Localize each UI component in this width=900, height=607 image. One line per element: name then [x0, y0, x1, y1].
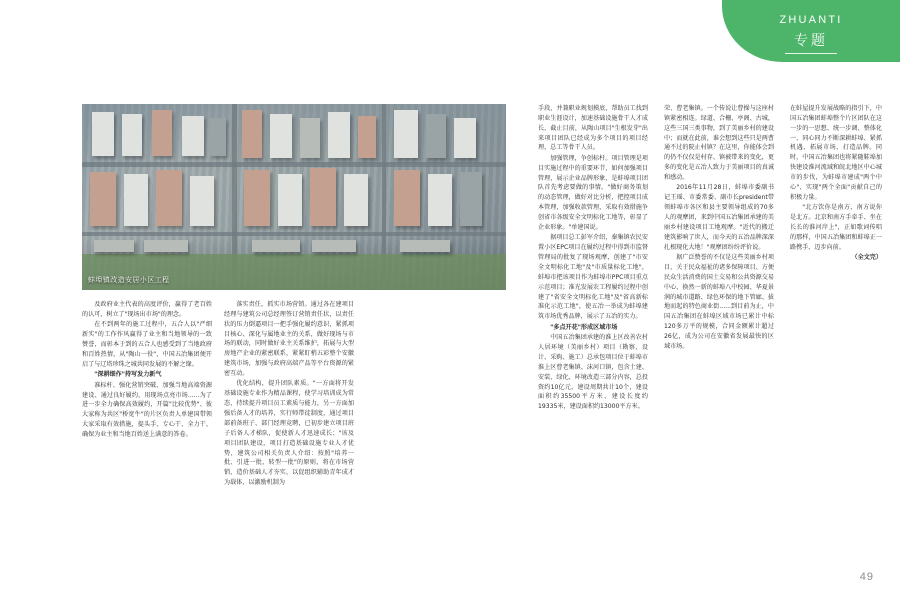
paragraph: 落实责任，抓实市场营销。通过各在建项目经理与建筑公司总经理签订营销责任状，以责任状的压力倒逼项目一把手强化履约意识，紧抓项目核心、深化与属地业主的关系，做好现场与市场的联动，同时做好业主关系维护，拓展与大型房地产企业的紧密联系，紧紧盯梢五彩整个安徽建筑市场，加强与政府高端产品等平台资源的紧密互动。: [224, 301, 354, 378]
photo-building: [156, 170, 182, 226]
paragraph: 据广泛赞誉的不仅是这些美丽乡村项目，关于民众福祉的诸多保障项目、方便民众生活消费的国土交易和公共资源交易中心、换然一新的蚌埠八中校园、华夏景润的城市道路、绿色环保的地下管廊、拔地而起的特色商业街......到目前为止，中国五冶集团在蚌埠区域市场已累计中标120多万平的规模，合同金额累计超过26亿，成为公司在安徽省发展最快的区域市场。: [664, 254, 774, 350]
photo-building: [152, 110, 172, 156]
photo-road: [82, 232, 506, 236]
section-banner-chinese: 专题: [794, 33, 828, 49]
paragraph: 2016年11月28日，蚌埠市委副书记王瑶、市委常委、副市长president带领蚌埠市各区和县主要领导组成的70多人的观摩团，来到中国五冶集团承建的美丽乡村建设项目工地观摩。"近代的搬迁建筑影响了世人，而今天的五冶品牌深深扎根现化大地！"观摩团纷纷评价说。: [664, 184, 774, 251]
photo-building: [210, 118, 226, 156]
photo-building: [244, 170, 270, 226]
photo-building: [310, 168, 336, 226]
paragraph: 优化结构，提升团队素质。"一方面将开发基础设施专业作为精品课程，使学习培训成为常态、持续提升项目员工素质与能力，另一方面加强后备人才的培养，实行师带徒制度，通过项目部前备班子、部门经理竞聘，已初步建立项目班子后备人才梯队，促使新人才迅速成长；"该及项目团队建设，项目打造基础设施专业人才优势，建筑公司相关负责人介绍：按照"培养一批、引进一批、转型一批"的原则，将在市场营销、造价基础人才夯实，以促组织辅助青年成才为载体，以激励机制为: [224, 380, 354, 487]
aerial-photo-image: [82, 104, 506, 290]
paragraph: 在不到两年的施工过程中，五合人以"严细新实"的工作作风赢得了业主和当地领导的一致赞誉，而彰本于到的五合人也感受到了当地政府和百姓热情，从"陶山一役"，中国五冶集团便开启了与辽塔珍珠之城共同发展的不解之缘。: [82, 321, 212, 368]
photo-building: [328, 112, 350, 158]
photo-building: [182, 116, 204, 156]
section-banner-english: ZHUANTI: [779, 14, 843, 26]
photo-building: [90, 172, 116, 226]
photo-building: [358, 116, 376, 158]
photo-building: [94, 240, 134, 252]
section-banner-inner: [722, 0, 900, 62]
photo-building: [428, 174, 452, 226]
subheading-deep-cultivation: "深耕细作"持写发力新气: [94, 371, 162, 379]
photo-building: [312, 240, 356, 252]
photo-building: [144, 240, 188, 252]
photo-building: [426, 114, 446, 158]
paragraph: 中国五冶集团承建的淮上区改善农村人居环境（美丽乡村）项目（勘察、设计、采购、施工）总承包项目位于蚌埠市淮上区曹老集镇、沫河口镇，包含土建、安装、绿化、环境改造三部分内容，总投资约10亿元，建设周期共计10个，建设面积约35500平方米、建设长度约19335米，建设面积约13000平方米。: [538, 334, 648, 411]
text-column-4: [538, 104, 648, 413]
photo-building: [460, 172, 482, 226]
photo-building: [270, 114, 292, 158]
page-number: 49: [859, 571, 874, 583]
paragraph: 加强管理，争创标杆。项目管理是项目实施过程中的重要环节，如何加强项目管理，展示企业品牌形象，是蚌埠项目团队首先考虑要做的事情。"做好商务策划的动态管理，做好对比分析，把控项目成本管理，加强收款管理，采取有效措施争创省市各级安全文明标化工地等，彰显了企业形象。"单建国说。: [538, 154, 648, 231]
photo-building: [400, 240, 450, 252]
photo-building: [122, 114, 142, 156]
text-column-1: [82, 300, 212, 440]
text-column-6: [790, 104, 900, 264]
paragraph: 据项目总工彭军介绍，秦集镇农民安置小区EPC项目在履约过程中得到市监督管理局的批复了现场观摩，创建了"市安全文明标化工地"及"市质量标化工地"，蚌埠市把该项目作为蚌埠市PPC项目重点示范项目；准光发展农工程履约过程中创建了"省安全文明标化工地"及"省高新标准化示范工地"，使五冶一举成为蚌埠建筑市场优秀品牌，展示了五冶的实力。: [538, 234, 648, 321]
section-banner-rule: [785, 53, 837, 54]
paragraph: 在蚌屋提升发展战略的指引下，中国五冶集团蚌埠整个片区团队在这一步的一思想、统一步调、整体化一、同心同力不断深耕蚌埠、紧抓机遇、拓展市场、打造品牌。同时，中国五冶集团也将紧随鞋埠加快建设淮河流域和皖北地区中心城市的步伐，为蚌埠市建成"两个中心"、实现"两个全面"贡献自己的积极力量。: [790, 105, 882, 201]
photo-building: [190, 176, 214, 226]
text-column-3: [366, 300, 496, 301]
photo-building: [242, 110, 262, 158]
paragraph: 准标杆、强化营销突破、加强当地高端资源建设、通过良好履约，用现场点亮市场......为了进一步全力确保高效履约，开篇"比较优势"、彼大家称为共区"桥宽牛"的片区负责人单建国带领大家采取有效措施，提头手、专心干、全力干、确保为业主和当地百姓送上满意的答卷。: [82, 381, 212, 438]
paragraph: 及政府业主代表的高度评价，赢得了老百姓的认可，树立了"现场出市场"的理念。: [82, 301, 212, 318]
article-end-signature: （全文完）: [851, 254, 882, 262]
section-banner: [722, 0, 900, 62]
photo-building: [252, 240, 300, 252]
photo-building: [394, 170, 420, 226]
aerial-photo: [82, 104, 506, 290]
photo-building: [454, 118, 476, 158]
photo-building: [344, 174, 368, 226]
photo-road: [82, 162, 506, 167]
photo-building: [92, 112, 114, 156]
paragraph: 荣、曹老集镇。一个传说让曹操与这座村镇紧密相连。绿道、合栅、亭阁、古城，这些三国三类事物，到了美丽乡村的建设中；而就在此前，谁会想到这些只是两曹通不过的院止村镇？在这里，你能体会到的仍不仅仅是村存、镇被带来的变化，更多的变化是五冶人致力于美丽项目的真诚和感动。: [664, 105, 774, 182]
text-column-5: [664, 104, 774, 352]
paragraph: "北方饮你是南方，南方说你是北方。北京和南方手牵手、坐在长长的淮河岸上"，正如歌词传唱的那样，中国五冶集团和蚌埠正一路携手、迈步向前。: [790, 204, 882, 251]
text-column-2: [224, 300, 354, 489]
photo-building: [300, 118, 320, 158]
paragraph: 手段，并兼职业规划摸底，帮助员工找到职业生涯设计，加速基础设施骨干人才成长，截止目前，从陶山项目"生根发芽"出来项目团队已经成为多个项目的项目经理，总工等骨干人员。: [538, 105, 648, 152]
photo-building: [394, 110, 418, 158]
subheading-multi-point: "多点开花"形成区域市场: [550, 323, 618, 331]
photo-building: [124, 174, 148, 226]
photo-building: [278, 174, 302, 226]
photo-caption: 蚌埠镇改造安居小区工程: [88, 276, 170, 284]
